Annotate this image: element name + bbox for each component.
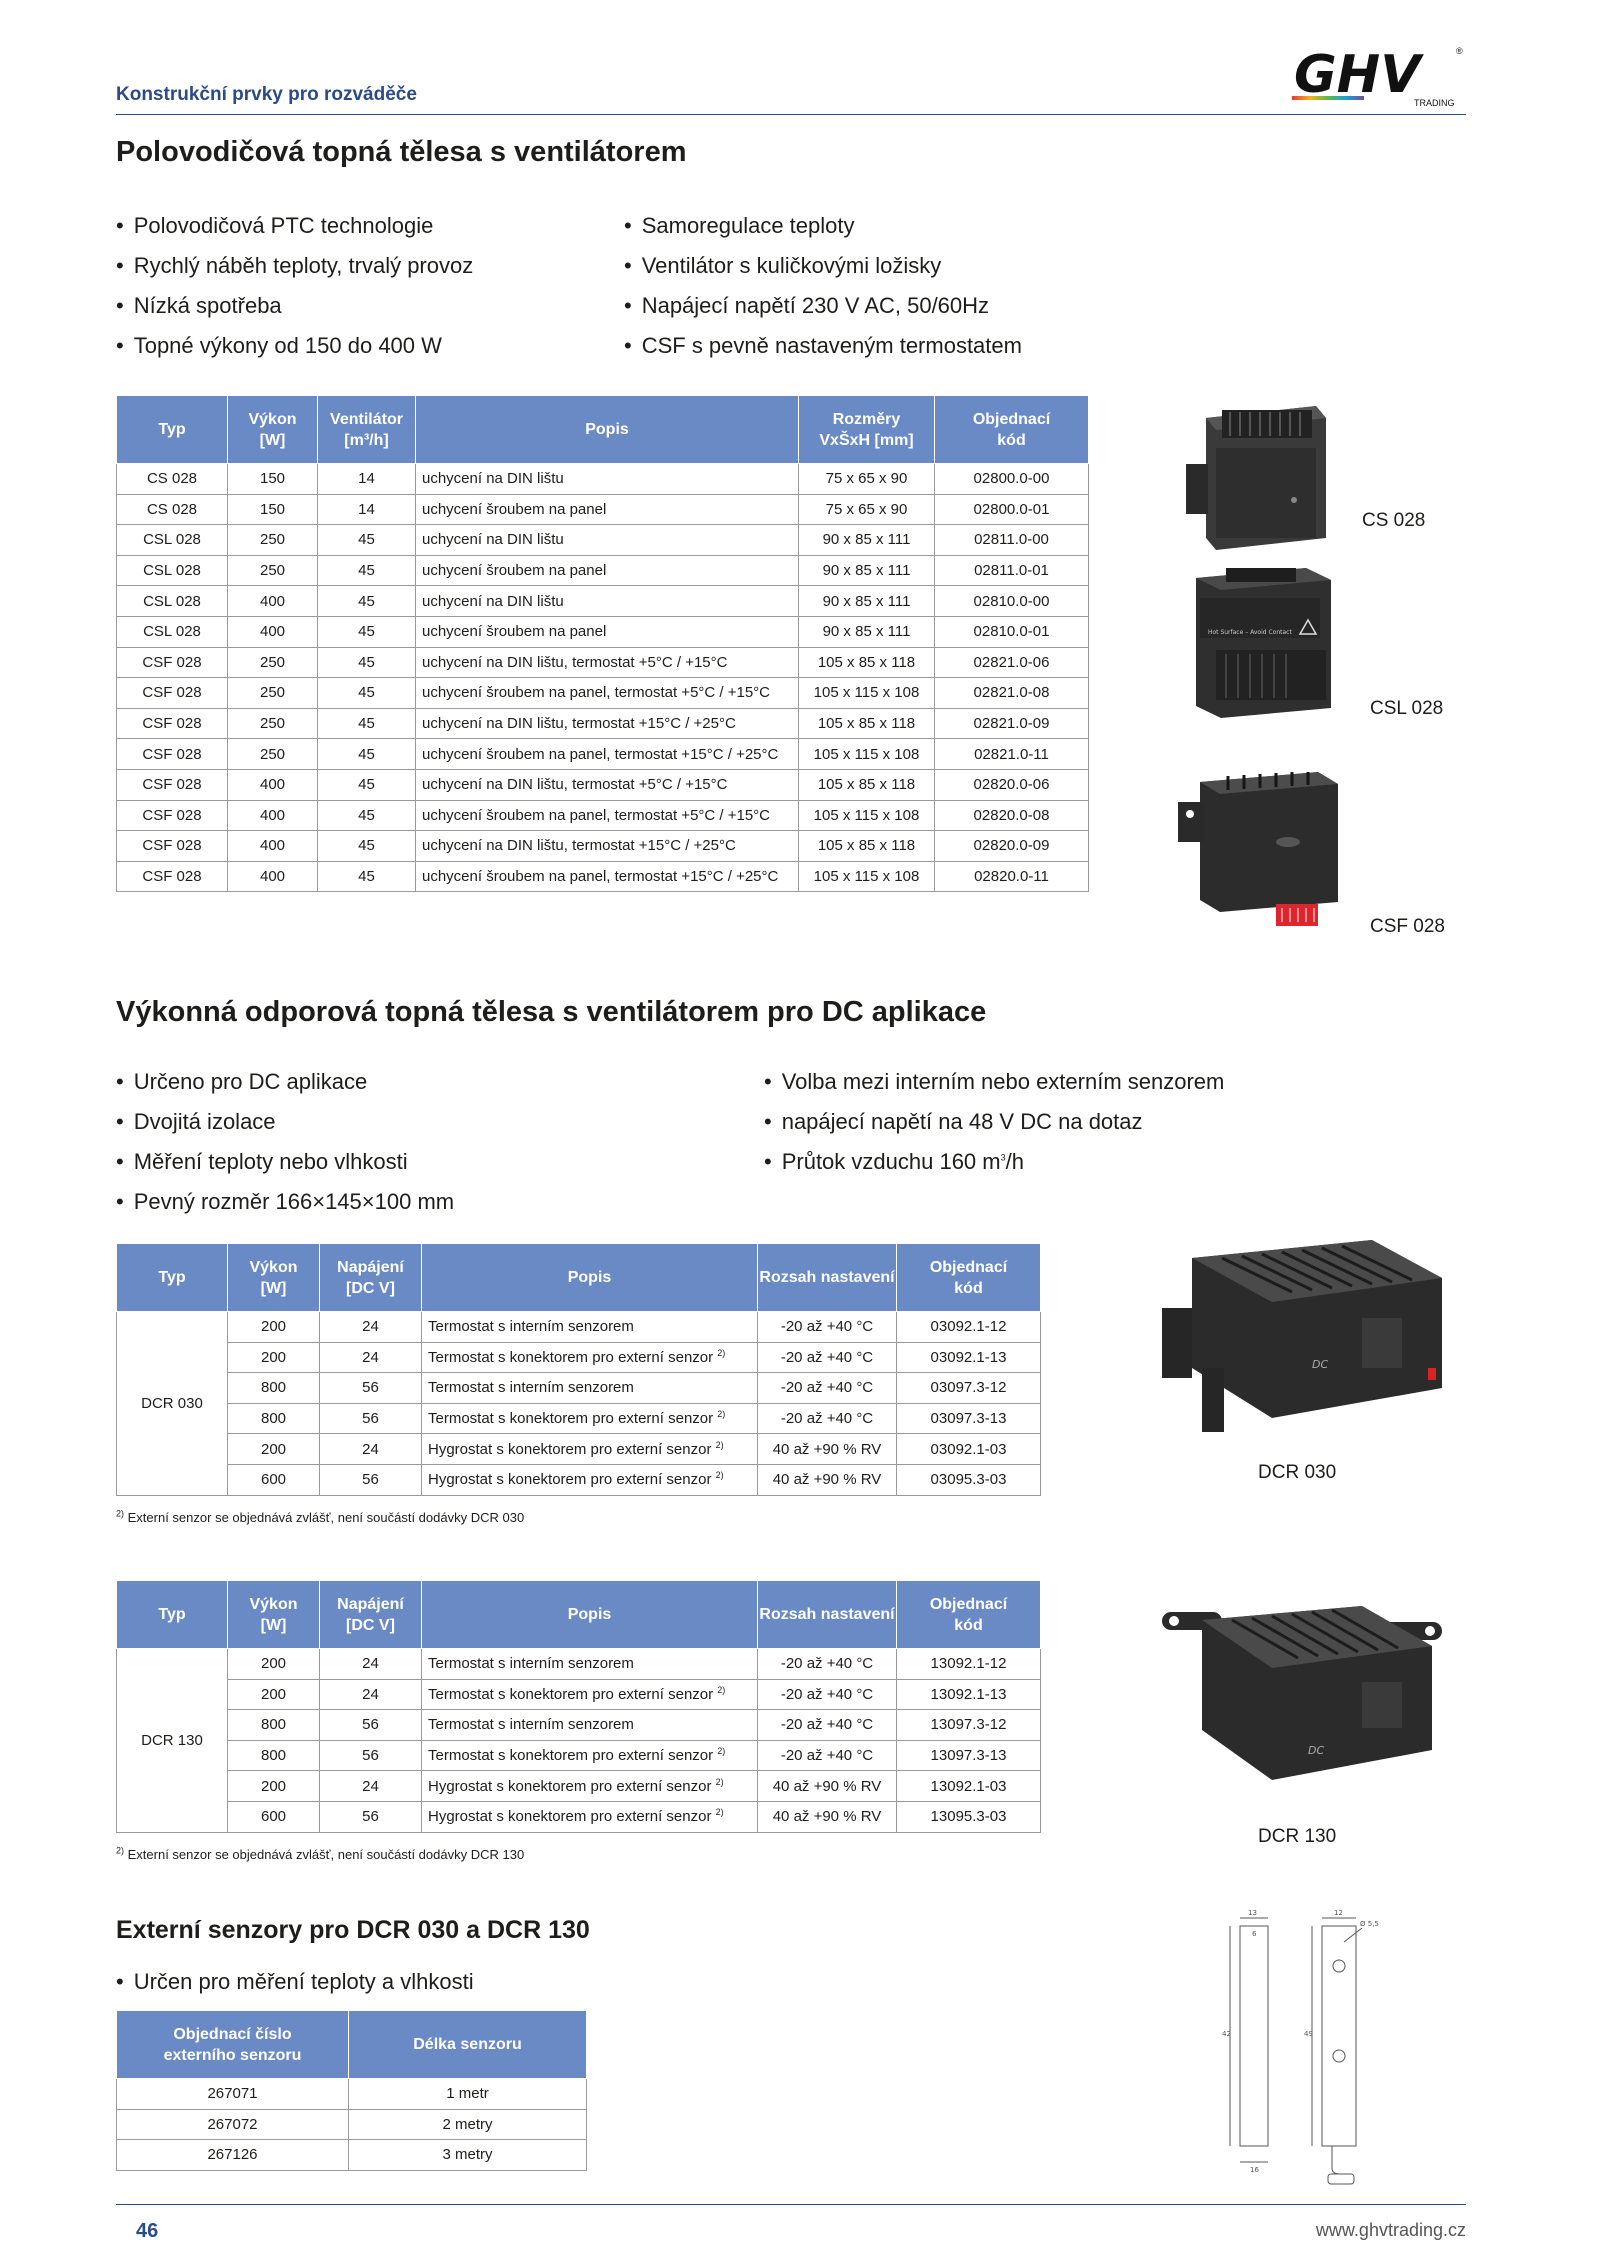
cell-rozsah: 40 až +90 % RV [758, 1434, 897, 1465]
cell-vykon: 400 [228, 616, 318, 647]
table-row [117, 2140, 587, 2171]
cell-typ: DCR 130 [117, 1649, 228, 1833]
cell-vykon: 250 [228, 555, 318, 586]
col-header-napajeni: Napájení [DC V] [320, 1244, 422, 1312]
col-header-sensor-length: Délka senzoru [349, 2011, 587, 2079]
cell-typ: CSF 028 [117, 769, 228, 800]
cell-kod: 13097.3-13 [897, 1740, 1041, 1771]
table-row [117, 2079, 587, 2110]
cell-popis: Hygrostat s konektorem pro externí senzor $^{2)}$ [422, 1434, 758, 1465]
table-row [117, 586, 1089, 617]
bullet-item: • Měření teploty nebo vlhkosti [116, 1142, 454, 1182]
cell-typ: CSF 028 [117, 861, 228, 892]
dcr130-product-image [1162, 1590, 1452, 1790]
cell-napajeni: 56 [320, 1710, 422, 1741]
cell-order-number: 267072 [117, 2109, 349, 2140]
cell-popis: Termostat s konektorem pro externí senzor $^{2)}$ [422, 1679, 758, 1710]
cell-typ: CS 028 [117, 494, 228, 525]
section1-bullets-right [624, 206, 1022, 366]
cell-typ: CSF 028 [117, 739, 228, 770]
website-link[interactable]: www.ghvtrading.cz [1315, 2220, 1466, 2240]
page-number: 46 [136, 2220, 159, 2242]
col-header-vykon: Výkon [W] [228, 1244, 320, 1312]
cell-ventilator: 45 [318, 647, 416, 678]
cell-kod: 03092.1-13 [897, 1342, 1041, 1373]
cell-kod: 02821.0-11 [935, 739, 1089, 770]
cell-popis: Hygrostat s konektorem pro externí senzor $^{2)}$ [422, 1464, 758, 1495]
table-row [117, 739, 1089, 770]
col-header-vykon: Výkon [W] [228, 1581, 320, 1649]
cell-popis: Termostat s konektorem pro externí senzor $^{2)}$ [422, 1403, 758, 1434]
col-header-rozsah: Rozsah nastavení [758, 1244, 897, 1312]
cell-vykon: 400 [228, 831, 318, 862]
cell-typ: CSF 028 [117, 831, 228, 862]
col-header-typ: Typ [117, 1581, 228, 1649]
logo-subtext: TRADING [1414, 98, 1455, 108]
cell-kod: 03097.3-12 [897, 1373, 1041, 1404]
cell-rozsah: -20 až +40 °C [758, 1649, 897, 1680]
dcr030-table [116, 1243, 1041, 1496]
cell-vykon: 400 [228, 861, 318, 892]
dim-label: 49 [1304, 2030, 1313, 2038]
cell-popis: Hygrostat s konektorem pro externí senzor $^{2)}$ [422, 1801, 758, 1832]
logo-registered: ® [1456, 46, 1463, 56]
cell-rozsah: 40 až +90 % RV [758, 1771, 897, 1802]
cell-popis: uchycení na DIN lištu, termostat +15°C / +25°C [416, 831, 799, 862]
col-header-napajeni: Napájení [DC V] [320, 1581, 422, 1649]
cell-rozmery: 105 x 85 x 118 [799, 708, 935, 739]
cell-popis: Termostat s interním senzorem [422, 1710, 758, 1741]
cell-vykon: 800 [228, 1710, 320, 1741]
cell-popis: uchycení šroubem na panel, termostat +15°C / +25°C [416, 861, 799, 892]
cell-ventilator: 45 [318, 861, 416, 892]
dcr130-footnote: $^{2)}$ Externí senzor se objednává zvlášť, není součástí dodávky DCR 130 [116, 1845, 525, 1862]
dcr030-footnote: $^{2)}$ Externí senzor se objednává zvlášť, není součástí dodávky DCR 030 [116, 1508, 525, 1525]
cell-sensor-length: 2 metry [349, 2109, 587, 2140]
cell-vykon: 250 [228, 708, 318, 739]
cell-kod: 02810.0-01 [935, 616, 1089, 647]
cell-ventilator: 45 [318, 739, 416, 770]
cell-rozsah: -20 až +40 °C [758, 1312, 897, 1343]
section2-title: Výkonná odporová topná tělesa s ventilátorem pro DC aplikace [116, 996, 987, 1028]
cell-kod: 02820.0-06 [935, 769, 1089, 800]
cell-rozsah: 40 až +90 % RV [758, 1464, 897, 1495]
dim-label: 16 [1250, 2166, 1259, 2174]
table-row [117, 678, 1089, 709]
cell-napajeni: 24 [320, 1434, 422, 1465]
cell-kod: 02821.0-09 [935, 708, 1089, 739]
cs028-product-image [1186, 388, 1336, 558]
cell-kod: 02811.0-00 [935, 525, 1089, 556]
caption-dcr030: DCR 030 [1258, 1462, 1337, 1483]
ptc-heaters-table [116, 395, 1089, 892]
cell-rozsah: -20 až +40 °C [758, 1679, 897, 1710]
col-header-typ: Typ [117, 1244, 228, 1312]
bullet-item: • Topné výkony od 150 do 400 W [116, 326, 473, 366]
col-header-kod: Objednací kód [897, 1581, 1041, 1649]
ghv-logo [1290, 40, 1470, 110]
cell-napajeni: 24 [320, 1649, 422, 1680]
cell-kod: 13092.1-03 [897, 1771, 1041, 1802]
cell-kod: 02811.0-01 [935, 555, 1089, 586]
bullet-item: • Napájecí napětí 230 V AC, 50/60Hz [624, 286, 1022, 326]
table-row [117, 1434, 1041, 1465]
cell-kod: 13092.1-13 [897, 1679, 1041, 1710]
dc-mark: DC [1308, 1744, 1325, 1757]
table-row [117, 1312, 1041, 1343]
cell-rozsah: -20 až +40 °C [758, 1373, 897, 1404]
cell-rozmery: 75 x 65 x 90 [799, 494, 935, 525]
cell-napajeni: 56 [320, 1801, 422, 1832]
table-row [117, 1403, 1041, 1434]
cell-kod: 02821.0-06 [935, 647, 1089, 678]
bullet-item: • Určen pro měření teploty a vlhkosti [116, 1962, 474, 2002]
cell-ventilator: 14 [318, 494, 416, 525]
cell-napajeni: 56 [320, 1740, 422, 1771]
cell-napajeni: 24 [320, 1679, 422, 1710]
cell-typ: DCR 030 [117, 1312, 228, 1496]
cell-popis: uchycení na DIN lištu [416, 525, 799, 556]
cell-popis: uchycení šroubem na panel [416, 616, 799, 647]
cell-rozmery: 90 x 85 x 111 [799, 555, 935, 586]
col-header-ventilator: Ventilátor [m³/h] [318, 396, 416, 464]
cell-kod: 02820.0-08 [935, 800, 1089, 831]
cell-kod: 03095.3-03 [897, 1464, 1041, 1495]
table-row [117, 861, 1089, 892]
cell-rozmery: 75 x 65 x 90 [799, 464, 935, 495]
bullet-item: • Volba mezi interním nebo externím senzorem [764, 1062, 1224, 1102]
dim-label: Ø 5,5 [1360, 1920, 1379, 1928]
bullet-item: • Průtok vzduchu 160 $m^3/h$ [764, 1142, 1224, 1182]
cell-rozmery: 105 x 115 x 108 [799, 739, 935, 770]
cell-vykon: 250 [228, 739, 318, 770]
cell-ventilator: 45 [318, 555, 416, 586]
col-header-popis: Popis [416, 396, 799, 464]
bullet-item: • Samoregulace teploty [624, 206, 1022, 246]
cell-vykon: 200 [228, 1312, 320, 1343]
bullet-item: • Dvojitá izolace [116, 1102, 454, 1142]
cell-typ: CSL 028 [117, 555, 228, 586]
section3-title: Externí senzory pro DCR 030 a DCR 130 [116, 1916, 590, 1944]
section1-bullets-left [116, 206, 473, 366]
cell-napajeni: 56 [320, 1403, 422, 1434]
cell-rozmery: 105 x 85 x 118 [799, 831, 935, 862]
csf028-product-image [1178, 762, 1348, 942]
cell-napajeni: 24 [320, 1342, 422, 1373]
cell-rozsah: -20 až +40 °C [758, 1342, 897, 1373]
caption-dcr130: DCR 130 [1258, 1826, 1337, 1847]
cell-popis: uchycení šroubem na panel, termostat +5°C / +15°C [416, 800, 799, 831]
table-row [117, 1710, 1041, 1741]
cell-rozsah: -20 až +40 °C [758, 1710, 897, 1741]
section1-title: Polovodičová topná tělesa s ventilátorem [116, 136, 687, 168]
cell-rozmery: 105 x 115 x 108 [799, 800, 935, 831]
caption-csl028: CSL 028 [1370, 698, 1444, 719]
cell-typ: CSL 028 [117, 616, 228, 647]
warning-label-text: Hot Surface – Avoid Contact [1208, 629, 1292, 636]
cell-typ: CSF 028 [117, 708, 228, 739]
cell-vykon: 600 [228, 1801, 320, 1832]
cell-kod: 13095.3-03 [897, 1801, 1041, 1832]
cell-kod: 02800.0-00 [935, 464, 1089, 495]
bullet-item: • Pevný rozměr 166×145×100 mm [116, 1182, 454, 1222]
cell-popis: uchycení na DIN lištu, termostat +5°C / +15°C [416, 647, 799, 678]
col-header-popis: Popis [422, 1244, 758, 1312]
cell-napajeni: 24 [320, 1771, 422, 1802]
cell-popis: uchycení šroubem na panel, termostat +5°C / +15°C [416, 678, 799, 709]
table-row [117, 708, 1089, 739]
cell-popis: Termostat s interním senzorem [422, 1312, 758, 1343]
table-row [117, 525, 1089, 556]
cell-vykon: 200 [228, 1679, 320, 1710]
external-sensors-table [116, 2010, 587, 2171]
table-row [117, 2109, 587, 2140]
dc-mark: DC [1312, 1358, 1329, 1371]
cell-vykon: 600 [228, 1464, 320, 1495]
col-header-typ: Typ [117, 396, 228, 464]
cell-typ: CSL 028 [117, 586, 228, 617]
cell-popis: Termostat s interním senzorem [422, 1373, 758, 1404]
bullet-item: • Určeno pro DC aplikace [116, 1062, 454, 1102]
cell-vykon: 150 [228, 494, 318, 525]
cell-typ: CSL 028 [117, 525, 228, 556]
cell-sensor-length: 3 metry [349, 2140, 587, 2171]
cell-rozmery: 105 x 85 x 118 [799, 647, 935, 678]
csl028-product-image [1186, 558, 1336, 728]
cell-typ: CSF 028 [117, 800, 228, 831]
cell-kod: 02820.0-11 [935, 861, 1089, 892]
cell-popis: Termostat s konektorem pro externí senzor $^{2)}$ [422, 1342, 758, 1373]
cell-ventilator: 45 [318, 831, 416, 862]
section2-bullets-left [116, 1062, 454, 1222]
table-row [117, 647, 1089, 678]
cell-rozsah: -20 až +40 °C [758, 1403, 897, 1434]
table-row [117, 1740, 1041, 1771]
table-row [117, 1771, 1041, 1802]
cell-popis: uchycení na DIN lištu [416, 586, 799, 617]
cell-vykon: 200 [228, 1649, 320, 1680]
cell-ventilator: 14 [318, 464, 416, 495]
cell-popis: Termostat s konektorem pro externí senzor $^{2)}$ [422, 1740, 758, 1771]
sensor-dimension-drawing [1222, 1906, 1402, 2186]
cell-kod: 13097.3-12 [897, 1710, 1041, 1741]
cell-popis: Termostat s interním senzorem [422, 1649, 758, 1680]
bullet-item: • Nízká spotřeba [116, 286, 473, 326]
dcr030-product-image [1162, 1218, 1452, 1438]
col-header-popis: Popis [422, 1581, 758, 1649]
cell-popis: uchycení šroubem na panel, termostat +15°C / +25°C [416, 739, 799, 770]
table-row [117, 1649, 1041, 1680]
bullet-item: • CSF s pevně nastaveným termostatem [624, 326, 1022, 366]
cell-rozmery: 105 x 115 x 108 [799, 861, 935, 892]
cell-vykon: 800 [228, 1373, 320, 1404]
table-row [117, 1342, 1041, 1373]
cell-popis: uchycení šroubem na panel [416, 555, 799, 586]
cell-napajeni: 56 [320, 1373, 422, 1404]
header-divider [116, 114, 1466, 115]
section2-bullets-right [764, 1062, 1224, 1182]
cell-ventilator: 45 [318, 525, 416, 556]
col-header-rozmery: Rozměry VxŠxH [mm] [799, 396, 935, 464]
cell-typ: CSF 028 [117, 678, 228, 709]
col-header-kod: Objednací kód [935, 396, 1089, 464]
caption-csf028: CSF 028 [1370, 916, 1445, 937]
cell-kod: 03092.1-03 [897, 1434, 1041, 1465]
cell-ventilator: 45 [318, 586, 416, 617]
col-header-order-number: Objednací číslo externího senzoru [117, 2011, 349, 2079]
bullet-item: • napájecí napětí na 48 V DC na dotaz [764, 1102, 1224, 1142]
table-row [117, 464, 1089, 495]
cell-rozmery: 105 x 85 x 118 [799, 769, 935, 800]
cell-vykon: 200 [228, 1342, 320, 1373]
table-row [117, 831, 1089, 862]
table-row [117, 769, 1089, 800]
caption-cs028: CS 028 [1362, 510, 1426, 531]
cell-vykon: 400 [228, 800, 318, 831]
cell-order-number: 267126 [117, 2140, 349, 2171]
section-header-title: Konstrukční prvky pro rozváděče [116, 84, 417, 105]
col-header-kod: Objednací kód [897, 1244, 1041, 1312]
cell-kod: 02821.0-08 [935, 678, 1089, 709]
col-header-rozsah: Rozsah nastavení [758, 1581, 897, 1649]
table-row [117, 1373, 1041, 1404]
cell-rozsah: 40 až +90 % RV [758, 1801, 897, 1832]
table-row [117, 1801, 1041, 1832]
footer-divider [116, 2204, 1466, 2205]
cell-popis: Hygrostat s konektorem pro externí senzor $^{2)}$ [422, 1771, 758, 1802]
dim-label: 13 [1248, 1909, 1257, 1917]
section3-bullets [116, 1962, 474, 2002]
cell-vykon: 200 [228, 1434, 320, 1465]
cell-vykon: 400 [228, 769, 318, 800]
dim-label: 6 [1252, 1930, 1257, 1938]
cell-kod: 03097.3-13 [897, 1403, 1041, 1434]
dim-label: 42 [1222, 2030, 1231, 2038]
cell-vykon: 200 [228, 1771, 320, 1802]
cell-vykon: 250 [228, 525, 318, 556]
cell-popis: uchycení na DIN lištu [416, 464, 799, 495]
table-row [117, 800, 1089, 831]
cell-rozmery: 90 x 85 x 111 [799, 525, 935, 556]
cell-vykon: 150 [228, 464, 318, 495]
cell-vykon: 250 [228, 678, 318, 709]
cell-sensor-length: 1 metr [349, 2079, 587, 2110]
cell-kod: 03092.1-12 [897, 1312, 1041, 1343]
cell-rozmery: 90 x 85 x 111 [799, 616, 935, 647]
table-row [117, 555, 1089, 586]
cell-rozmery: 90 x 85 x 111 [799, 586, 935, 617]
cell-rozmery: 105 x 115 x 108 [799, 678, 935, 709]
table-row [117, 494, 1089, 525]
dim-label: 12 [1334, 1909, 1343, 1917]
cell-vykon: 400 [228, 586, 318, 617]
table-row [117, 616, 1089, 647]
cell-typ: CS 028 [117, 464, 228, 495]
bullet-item: • Polovodičová PTC technologie [116, 206, 473, 246]
cell-popis: uchycení na DIN lištu, termostat +5°C / +15°C [416, 769, 799, 800]
table-row [117, 1464, 1041, 1495]
dcr130-table [116, 1580, 1041, 1833]
col-header-vykon: Výkon [W] [228, 396, 318, 464]
cell-napajeni: 24 [320, 1312, 422, 1343]
cell-order-number: 267071 [117, 2079, 349, 2110]
cell-typ: CSF 028 [117, 647, 228, 678]
cell-rozsah: -20 až +40 °C [758, 1740, 897, 1771]
table-row [117, 1679, 1041, 1710]
cell-ventilator: 45 [318, 708, 416, 739]
cell-vykon: 800 [228, 1403, 320, 1434]
cell-ventilator: 45 [318, 616, 416, 647]
cell-popis: uchycení na DIN lištu, termostat +15°C / +25°C [416, 708, 799, 739]
cell-vykon: 250 [228, 647, 318, 678]
bullet-item: • Ventilátor s kuličkovými ložisky [624, 246, 1022, 286]
cell-kod: 02800.0-01 [935, 494, 1089, 525]
cell-kod: 02820.0-09 [935, 831, 1089, 862]
bullet-item: • Rychlý náběh teploty, trvalý provoz [116, 246, 473, 286]
cell-kod: 13092.1-12 [897, 1649, 1041, 1680]
cell-ventilator: 45 [318, 800, 416, 831]
cell-kod: 02810.0-00 [935, 586, 1089, 617]
cell-ventilator: 45 [318, 678, 416, 709]
cell-napajeni: 56 [320, 1464, 422, 1495]
cell-popis: uchycení šroubem na panel [416, 494, 799, 525]
cell-ventilator: 45 [318, 769, 416, 800]
logo-text: GHV [1294, 45, 1421, 105]
cell-vykon: 800 [228, 1740, 320, 1771]
